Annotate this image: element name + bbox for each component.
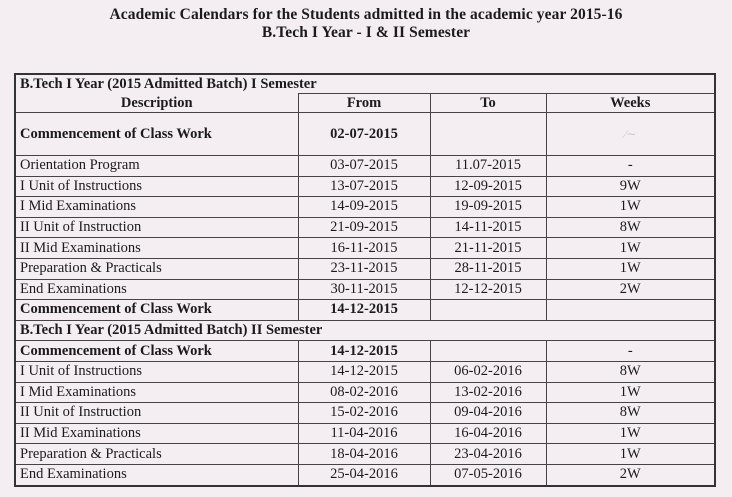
row-weeks: - [546, 156, 715, 177]
table-row [15, 403, 715, 424]
row-description: II Unit of Instruction [15, 217, 298, 238]
col-from-header: From [298, 94, 430, 113]
sem1-title-row [15, 74, 715, 94]
row-description: Orientation Program [15, 156, 298, 177]
row-description: I Mid Examinations [15, 382, 298, 403]
col-description-header: Description [15, 94, 298, 113]
row-weeks: 1W [546, 197, 715, 218]
row-description: Preparation & Practicals [15, 258, 298, 279]
row-weeks: 1W [546, 238, 715, 259]
row-weeks: 1W [546, 423, 715, 444]
row-description: II Mid Examinations [15, 423, 298, 444]
table-row [15, 382, 715, 403]
row-to-date: 13-02-2016 [430, 382, 546, 403]
row-to-date: 14-11-2015 [430, 217, 546, 238]
row-to-date: 09-04-2016 [430, 403, 546, 424]
row-from-date: 30-11-2015 [298, 279, 430, 300]
row-weeks: 8W [546, 217, 715, 238]
table-row [15, 258, 715, 279]
table-row [15, 423, 715, 444]
sem1-commencement-label: Commencement of Class Work [15, 113, 298, 156]
row-from-date: 14-09-2015 [298, 197, 430, 218]
col-weeks-header: Weeks [546, 94, 715, 113]
sem2-commencement-weeks: - [546, 341, 715, 362]
row-description: II Unit of Instruction [15, 403, 298, 424]
table-row [15, 464, 715, 485]
commencement-date: 14-12-2015 [298, 300, 430, 321]
sem2-commencement-date: 14-12-2015 [298, 341, 430, 362]
row-from-date: 18-04-2016 [298, 444, 430, 465]
row-description: I Unit of Instructions [15, 176, 298, 197]
row-weeks: 9W [546, 176, 715, 197]
row-from-date: 16-11-2015 [298, 238, 430, 259]
row-weeks: 8W [546, 361, 715, 382]
row-from-date: 25-04-2016 [298, 464, 430, 485]
page-title: Academic Calendars for the Students admitted in the academic year 2015-16 [109, 6, 623, 23]
empty-cell [430, 113, 546, 156]
sem1-title: B.Tech I Year (2015 Admitted Batch) I Semester [15, 74, 715, 94]
row-to-date: 21-11-2015 [430, 238, 546, 259]
row-description: Preparation & Practicals [15, 444, 298, 465]
table-row [15, 217, 715, 238]
row-from-date: 21-09-2015 [298, 217, 430, 238]
row-weeks: 1W [546, 444, 715, 465]
pen-mark-icon: ⁄∼ [624, 126, 637, 141]
row-to-date: 07-05-2016 [430, 464, 546, 485]
sem1-commencement-date: 02-07-2015 [298, 113, 430, 156]
row-weeks: 8W [546, 403, 715, 424]
sem1-next-commencement-row [15, 300, 715, 321]
row-to-date: 12-12-2015 [430, 279, 546, 300]
row-description: I Unit of Instructions [15, 361, 298, 382]
column-header-row [15, 94, 715, 113]
row-to-date: 16-04-2016 [430, 423, 546, 444]
sem2-title-row [15, 320, 715, 341]
row-to-date: 12-09-2015 [430, 176, 546, 197]
page-subtitle: B.Tech I Year - I & II Semester [261, 24, 471, 41]
sem2-commencement-row [15, 341, 715, 362]
row-description: II Mid Examinations [15, 238, 298, 259]
table-row [15, 156, 715, 177]
empty-cell [430, 300, 546, 321]
empty-cell [430, 341, 546, 362]
row-from-date: 14-12-2015 [298, 361, 430, 382]
empty-cell [546, 113, 715, 156]
row-description: End Examinations [15, 279, 298, 300]
row-to-date: 06-02-2016 [430, 361, 546, 382]
row-from-date: 15-02-2016 [298, 403, 430, 424]
sem1-commencement-row [15, 113, 715, 156]
row-weeks: 1W [546, 382, 715, 403]
commencement-label: Commencement of Class Work [15, 300, 298, 321]
table-row [15, 444, 715, 465]
table-row [15, 279, 715, 300]
row-from-date: 11-04-2016 [298, 423, 430, 444]
table-row [15, 238, 715, 259]
empty-cell [546, 300, 715, 321]
sem2-title: B.Tech I Year (2015 Admitted Batch) II Semester [15, 320, 715, 341]
row-to-date: 23-04-2016 [430, 444, 546, 465]
table-row [15, 361, 715, 382]
row-description: I Mid Examinations [15, 197, 298, 218]
table-row [15, 197, 715, 218]
row-weeks: 2W [546, 464, 715, 485]
row-from-date: 13-07-2015 [298, 176, 430, 197]
row-weeks: 2W [546, 279, 715, 300]
row-from-date: 23-11-2015 [298, 258, 430, 279]
row-to-date: 28-11-2015 [430, 258, 546, 279]
row-to-date: 19-09-2015 [430, 197, 546, 218]
row-to-date: 11.07-2015 [430, 156, 546, 177]
calendar-table [14, 73, 716, 487]
sem2-commencement-label: Commencement of Class Work [15, 341, 298, 362]
row-weeks: 1W [546, 258, 715, 279]
table-row [15, 176, 715, 197]
row-description: End Examinations [15, 464, 298, 485]
row-from-date: 03-07-2015 [298, 156, 430, 177]
col-to-header: To [430, 94, 546, 113]
row-from-date: 08-02-2016 [298, 382, 430, 403]
